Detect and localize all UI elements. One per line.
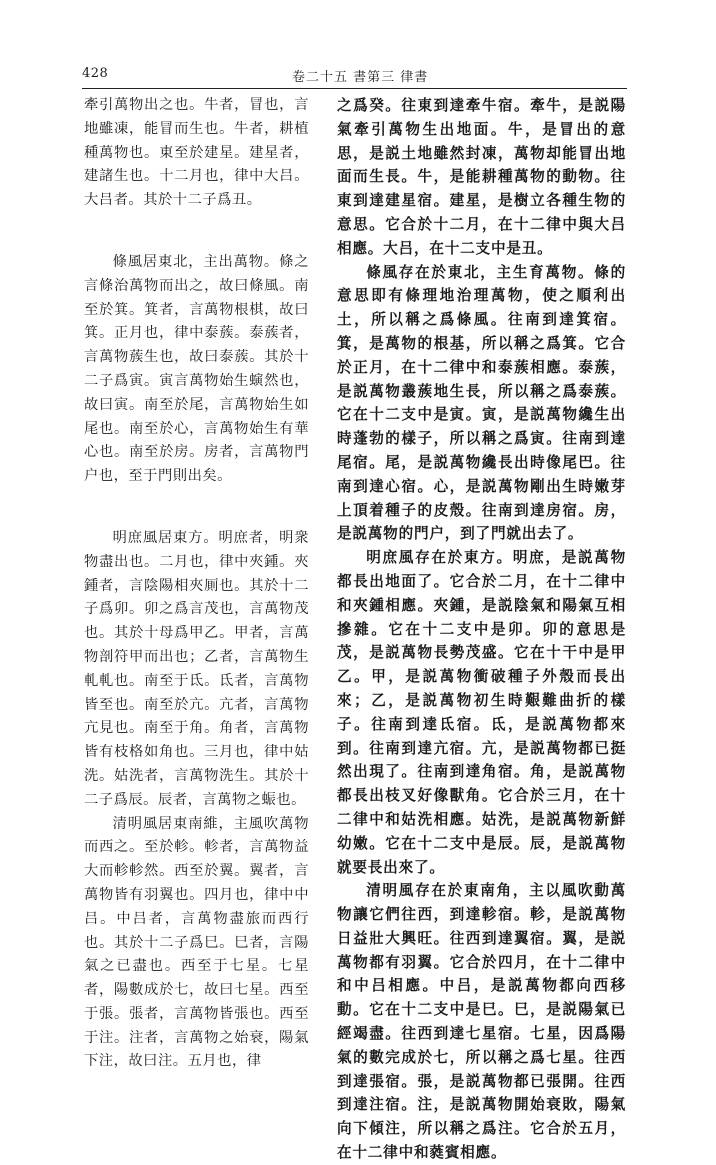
paragraph-gap — [84, 489, 309, 527]
translation-column — [337, 94, 626, 1165]
paragraph-original-1: 牽引萬物出之也。牛者，冒也，言地雖凍，能冒而生也。牛者，耕植種萬物也。東至於建星。建星者，建諸生也。十二月也，律中大吕。大吕者。其於十二子爲丑。 — [84, 97, 309, 209]
paragraph-original-2: 條風居東北，主出萬物。條之言條治萬物而出之，故曰條風。南至於箕。箕者，言萬物根棋，故曰箕。正月也，律中泰蔟。泰蔟者，言萬物蔟生也，故曰泰蔟。其於十二子爲寅。寅言萬物始生螾然也，故曰寅。南至於尾，言萬物始生如尾也。南至於心，言萬物始生有華心也。南至於房。房者，言萬物門户也，至于門則出矣。 — [84, 253, 309, 485]
original-text-column — [84, 94, 309, 1074]
running-title: 卷二十五 書第三 律書 — [292, 70, 429, 85]
paragraph-translation-4: 清明風存在於東南角，主以風吹動萬物讓它們往西，到達軫宿。軫，是説萬物日益壯大興旺。往西到達翼宿。翼，是説萬物都有羽翼。它合於四月，在十二律中和中吕相應。中吕，是説萬物都向西移動。它在十二支中是巳。巳，是説陽氣已經竭盡。往西到達七星宿。七星，因爲陽氣的數完成於七，所以稱之爲七星。往西到達張宿。張，是説萬物都已張開。往西到達注宿。注，是説萬物開始衰敗，陽氣向下傾注，所以稱之爲注。它合於五月，在十二律中和蕤賓相應。 — [337, 882, 626, 1162]
paragraph-original-4: 清明風居東南維，主風吹萬物而西之。至於軫。軫者，言萬物益大而軫軫然。西至於翼。翼者，言萬物皆有羽翼也。四月也，律中中吕。中吕者，言萬物盡旅而西行也。其於十二子爲巳。巳者，言陽氣之已盡也。西至于七星。七星者，陽數成於七，故曰七星。西至于張。張者，言萬物皆張也。西至于注。注者，言萬物之始衰，陽氣下注，故曰注。五月也，律 — [84, 815, 309, 1070]
paragraph-translation-2: 條風存在於東北，主生育萬物。條的意思即有條理地治理萬物，使之順利出土，所以稱之爲條風。往南到達箕宿。箕，是萬物的根基，所以稱之爲箕。它合於正月，在十二律中和泰蔟相應。泰蔟，是説萬物叢蔟地生長，所以稱之爲泰蔟。它在十二支中是寅。寅，是説萬物纔生出時蓬勃的樣子，所以稱之爲寅。往南到達尾宿。尾，是説萬物纔長出時像尾巴。往南到達心宿。心，是説萬物剛出生時嫩芽上頂着種子的皮殼。往南到達房宿。房，是説萬物的門户，到了門就出去了。 — [337, 263, 626, 543]
paragraph-original-3: 明庶風居東方。明庶者，明衆物盡出也。二月也，律中夾鍾。夾鍾者，言陰陽相夾厠也。其於十二子爲卯。卯之爲言茂也，言萬物茂也。其於十母爲甲乙。甲者，言萬物剖符甲而出也；乙者，言萬物生軋軋也。南至于氐。氐者，言萬物皆至也。南至於亢。亢者，言萬物亢見也。南至于角。角者，言萬物皆有枝格如角也。三月也，律中姑洗。姑洗者，言萬物洗生。其於十二子爲辰。辰者，言萬物之蜄也。 — [84, 529, 309, 808]
paragraph-gap — [84, 213, 309, 251]
page-number: 428 — [82, 66, 109, 81]
page-header — [82, 66, 627, 88]
paragraph-translation-1: 之爲癸。往東到達牽牛宿。牽牛，是説陽氣牽引萬物生出地面。牛，是冒出的意思，是説土地雖然封凍，萬物却能冒出地面而生長。牛，是能耕種萬物的動物。往東到達建星宿。建星，是樹立各種生物的意思。它合於十二月，在十二律中與大吕相應。大吕，在十二支中是丑。 — [337, 97, 626, 257]
paragraph-translation-3: 明庶風存在於東方。明庶，是説萬物都長出地面了。它合於二月，在十二律中和夾鍾相應。夾鍾，是説陰氣和陽氣互相摻雜。它在十二支中是卯。卯的意思是茂，是説萬物長勢茂盛。它在十干中是甲乙。甲，是説萬物衝破種子外殼而長出來；乙，是説萬物初生時艱難曲折的樣子。往南到達氐宿。氐，是説萬物都來到。往南到達亢宿。亢，是説萬物都已挺然出現了。往南到達角宿。角，是説萬物都長出枝叉好像獸角。它合於三月，在十二律中和姑洗相應。姑洗，是説萬物新鮮幼嫩。它在十二支中是辰。辰，是説萬物就要長出來了。 — [337, 549, 626, 876]
header-rule — [82, 88, 627, 89]
